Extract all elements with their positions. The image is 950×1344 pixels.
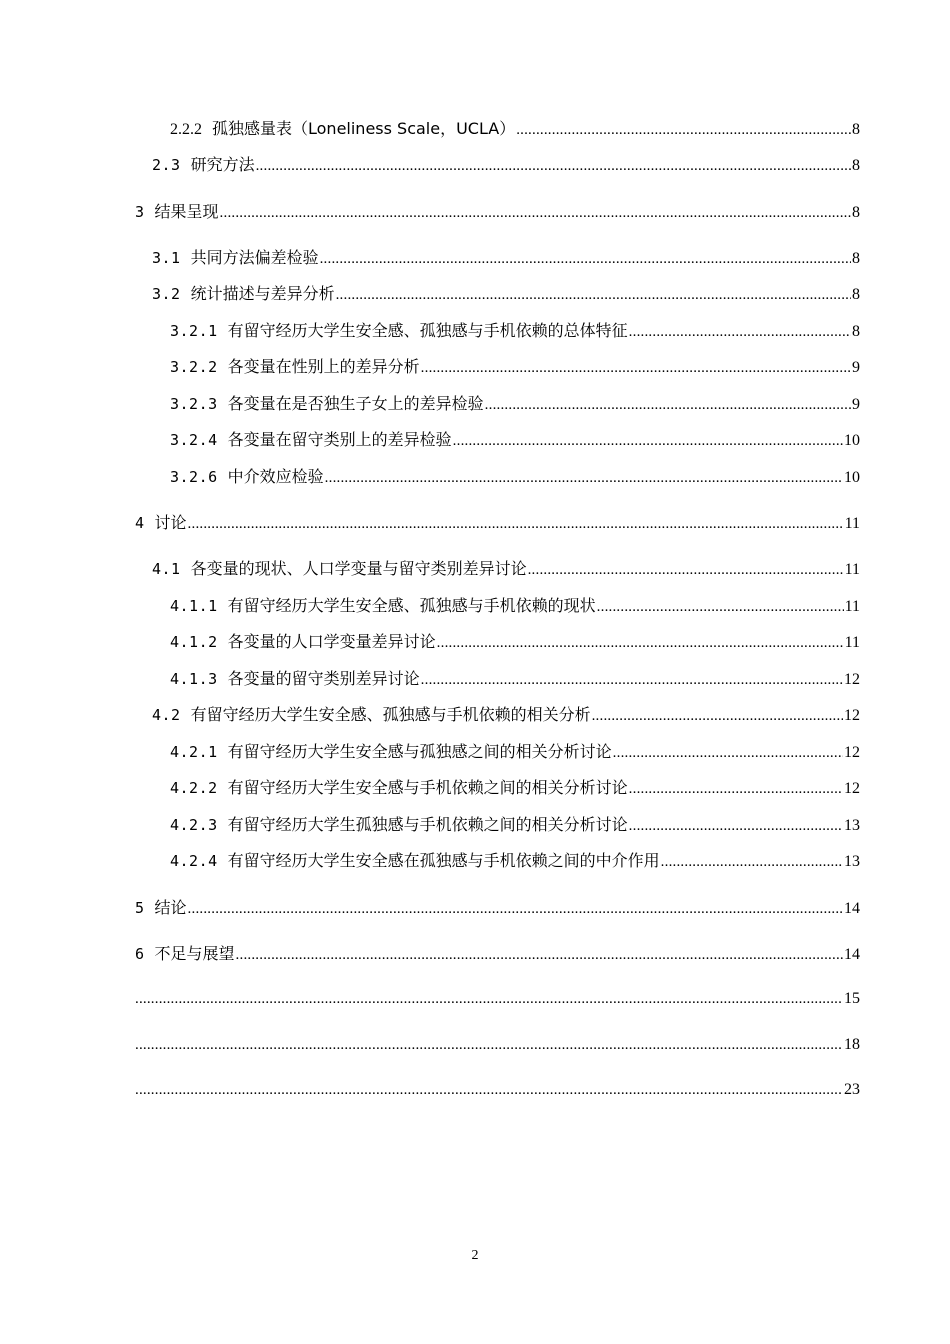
toc-leader-dots bbox=[188, 514, 844, 534]
toc-entry-number: 3.2.2 bbox=[170, 358, 218, 376]
toc-entry[interactable] bbox=[135, 898, 860, 919]
toc-entry-number: 4.2 bbox=[152, 706, 181, 724]
toc-entry-title: 各变量的人口学变量差异讨论 bbox=[227, 632, 436, 651]
toc-entry[interactable] bbox=[170, 430, 860, 451]
toc-leader-dots bbox=[516, 120, 851, 140]
toc-entry-number: 3.2.3 bbox=[170, 395, 218, 413]
toc-entry-number: 4.1 bbox=[152, 560, 181, 578]
toc-entry-number: 3.2.6 bbox=[170, 468, 218, 486]
toc-leader-dots bbox=[421, 670, 843, 690]
toc-entry-title: 有留守经历大学生安全感、孤独感与手机依赖的总体特征 bbox=[227, 321, 628, 340]
toc-entry-title: 有留守经历大学生安全感、孤独感与手机依赖的现状 bbox=[227, 596, 596, 615]
toc-entry-page: 8 bbox=[852, 323, 860, 340]
toc-entry-title: 有留守经历大学生安全感与孤独感之间的相关分析讨论 bbox=[227, 742, 612, 761]
toc-entry-page: 12 bbox=[844, 744, 860, 761]
toc-leader-dots bbox=[485, 395, 851, 415]
toc-leader-dots bbox=[421, 358, 851, 378]
toc-entry[interactable] bbox=[170, 321, 860, 342]
toc-leader-dots bbox=[336, 285, 851, 305]
toc-entry[interactable] bbox=[170, 596, 860, 617]
toc-leader-dots bbox=[320, 249, 851, 269]
toc-entry[interactable] bbox=[135, 989, 860, 1009]
toc-entry-page: 11 bbox=[844, 598, 860, 615]
toc-entry-number: 3.2 bbox=[152, 285, 181, 303]
toc-entry-number: 3.2.4 bbox=[170, 431, 218, 449]
toc-entry-title: 结论 bbox=[154, 898, 187, 917]
toc-entry[interactable] bbox=[135, 513, 860, 534]
page-number-footer: 2 bbox=[471, 1248, 479, 1263]
toc-entry-title: 共同方法偏差检验 bbox=[190, 248, 319, 267]
toc-entry-title: 各变量在性别上的差异分析 bbox=[227, 357, 420, 376]
toc-entry-title: 有留守经历大学生孤独感与手机依赖之间的相关分析讨论 bbox=[227, 815, 628, 834]
toc-leader-dots bbox=[592, 706, 843, 726]
toc-entry-page: 12 bbox=[844, 707, 860, 724]
toc-entry-page: 12 bbox=[844, 780, 860, 797]
toc-entry-page: 23 bbox=[844, 1081, 860, 1098]
toc-entry-page: 8 bbox=[852, 250, 860, 267]
toc-entry[interactable] bbox=[170, 851, 860, 872]
toc-leader-dots bbox=[661, 852, 843, 872]
toc-leader-dots bbox=[220, 203, 851, 223]
toc-entry-page: 15 bbox=[844, 990, 860, 1007]
toc-entry-number: 3 bbox=[135, 203, 145, 221]
toc-entry-number: 4.2.3 bbox=[170, 816, 218, 834]
toc-entry[interactable] bbox=[170, 742, 860, 763]
toc-entry[interactable] bbox=[152, 248, 860, 269]
toc-entry-number: 4 bbox=[135, 514, 145, 532]
toc-entry-page: 9 bbox=[852, 359, 860, 376]
toc-entry[interactable] bbox=[170, 394, 860, 415]
toc-entry-number: 4.2.1 bbox=[170, 743, 218, 761]
toc-entry-page: 14 bbox=[844, 900, 860, 917]
toc-entry-title: 讨论 bbox=[154, 513, 187, 532]
toc-entry-number: 4.1.2 bbox=[170, 633, 218, 651]
toc-leader-dots bbox=[528, 560, 844, 580]
toc-leader-dots bbox=[256, 156, 851, 176]
toc-leader-dots bbox=[236, 945, 843, 965]
toc-leader-dots bbox=[325, 468, 843, 488]
toc-leader-dots bbox=[135, 989, 843, 1009]
toc-leader-dots bbox=[597, 597, 844, 617]
toc-entry-number: 5 bbox=[135, 899, 145, 917]
toc-entry-page: 10 bbox=[844, 432, 860, 449]
toc-entry-title: 各变量在是否独生子女上的差异检验 bbox=[227, 394, 484, 413]
toc-entry-title: 各变量的现状、人口学变量与留守类别差异讨论 bbox=[190, 559, 527, 578]
toc-entry-title: 有留守经历大学生安全感在孤独感与手机依赖之间的中介作用 bbox=[227, 851, 660, 870]
toc-entry[interactable] bbox=[135, 944, 860, 965]
toc-leader-dots bbox=[453, 431, 843, 451]
toc-entry[interactable] bbox=[170, 632, 860, 653]
toc-entry[interactable] bbox=[170, 815, 860, 836]
toc-entry-title: 各变量的留守类别差异讨论 bbox=[227, 669, 420, 688]
toc-entry-page: 10 bbox=[844, 469, 860, 486]
toc-entry-number: 4.2.4 bbox=[170, 852, 218, 870]
toc-leader-dots bbox=[629, 322, 851, 342]
toc-leader-dots bbox=[629, 816, 843, 836]
toc-entry[interactable] bbox=[152, 559, 860, 580]
toc-entry[interactable] bbox=[152, 284, 860, 305]
toc-entry-number: 2.3 bbox=[152, 156, 181, 174]
toc-entry-number: 4.1.1 bbox=[170, 597, 218, 615]
toc-entry-page: 8 bbox=[852, 121, 860, 138]
toc-leader-dots bbox=[629, 779, 843, 799]
toc-entry-page: 11 bbox=[844, 634, 860, 651]
toc-entry-page: 18 bbox=[844, 1036, 860, 1053]
toc-entry-number: 4.1.3 bbox=[170, 670, 218, 688]
toc-entry-title: 有留守经历大学生安全感与手机依赖之间的相关分析讨论 bbox=[227, 778, 628, 797]
toc-entry-number: 4.2.2 bbox=[170, 779, 218, 797]
toc-entry-title: 中介效应检验 bbox=[227, 467, 324, 486]
toc-leader-dots bbox=[188, 899, 843, 919]
toc-entry-title: 各变量在留守类别上的差异检验 bbox=[227, 430, 452, 449]
toc-entry-number: 3.1 bbox=[152, 249, 181, 267]
toc-entry[interactable] bbox=[170, 357, 860, 378]
toc-entry[interactable] bbox=[170, 669, 860, 690]
toc-entry-number: 3.2.1 bbox=[170, 322, 218, 340]
toc-leader-dots bbox=[613, 743, 843, 763]
toc-entry[interactable] bbox=[135, 1080, 860, 1100]
toc-entry[interactable] bbox=[135, 202, 860, 223]
toc-entry-page: 8 bbox=[852, 286, 860, 303]
toc-entry-page: 8 bbox=[852, 157, 860, 174]
toc-entry[interactable] bbox=[152, 705, 860, 726]
toc-leader-dots bbox=[135, 1035, 843, 1055]
toc-entry-number: 2.2.2 bbox=[170, 121, 202, 138]
toc-entry-title: 结果呈现 bbox=[154, 202, 219, 221]
toc-entry-title: 不足与展望 bbox=[154, 944, 235, 963]
toc-entry-title: 统计描述与差异分析 bbox=[190, 284, 335, 303]
toc-entry-page: 13 bbox=[844, 817, 860, 834]
toc-entry-page: 12 bbox=[844, 671, 860, 688]
toc-entry-page: 11 bbox=[844, 561, 860, 578]
toc-entry-title: 研究方法 bbox=[190, 155, 255, 174]
toc-entry[interactable] bbox=[135, 1035, 860, 1055]
toc-entry-page: 11 bbox=[844, 515, 860, 532]
toc-entry[interactable] bbox=[152, 155, 860, 176]
toc-entry[interactable] bbox=[170, 467, 860, 488]
toc-entry[interactable] bbox=[170, 119, 860, 140]
toc-entry-title: 孤独感量表（Loneliness Scale，UCLA） bbox=[212, 119, 516, 138]
toc-entry-page: 9 bbox=[852, 396, 860, 413]
toc-entry-page: 8 bbox=[852, 204, 860, 221]
toc-entry-page: 13 bbox=[844, 853, 860, 870]
toc-entry-page: 14 bbox=[844, 946, 860, 963]
toc-leader-dots bbox=[135, 1080, 843, 1100]
toc-entry-title: 有留守经历大学生安全感、孤独感与手机依赖的相关分析 bbox=[190, 705, 591, 724]
toc-leader-dots bbox=[437, 633, 844, 653]
toc-entry-number: 6 bbox=[135, 945, 145, 963]
toc-entry[interactable] bbox=[170, 778, 860, 799]
